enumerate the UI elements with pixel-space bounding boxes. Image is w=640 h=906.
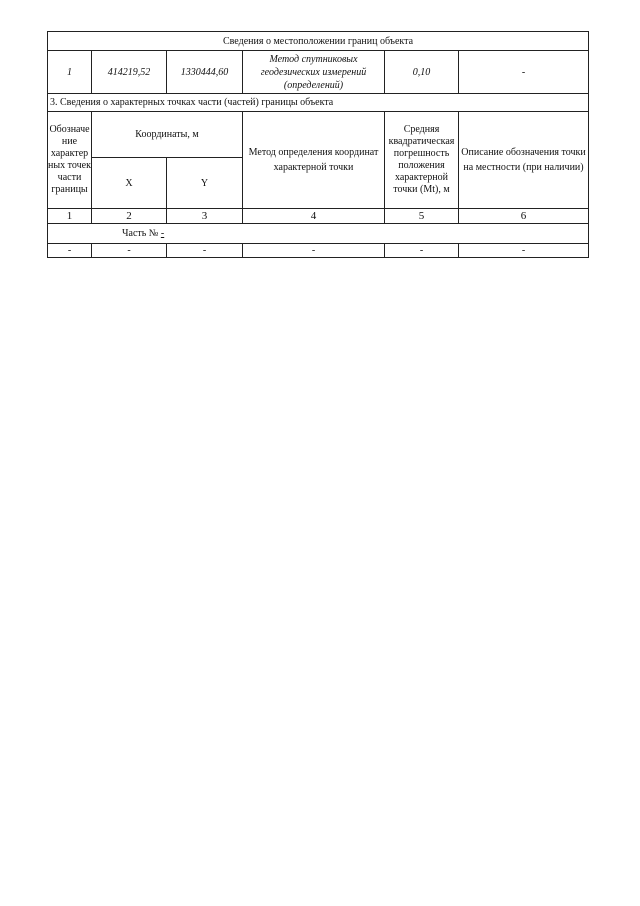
section3-title: 3. Сведения о характерных точках части (частей) границы объекта [48,94,589,112]
table-row [48,51,589,94]
boundaries-table [47,31,589,258]
table-cell: - [243,244,385,258]
table-cell: - [385,244,459,258]
header-coordinates: Координаты, м [92,112,243,158]
column-number: 1 [48,209,92,224]
method-value: Метод спутниковых геодезических измерений (определений) [243,51,385,94]
header-x: X [92,158,167,209]
column-numbers-row [48,209,589,224]
part-label: Часть № [122,228,159,239]
column-number: 2 [92,209,167,224]
column-number: 6 [459,209,589,224]
column-number: 3 [167,209,243,224]
table-cell: - [92,244,167,258]
boundaries-title: Сведения о местоположении границ объекта [48,32,589,51]
coord-x-value: 414219,52 [92,51,167,94]
header-accuracy: Средняя квадратическая погрешность положения характерной точки (Mt), м [385,112,459,209]
accuracy-value: 0,10 [385,51,459,94]
coord-y-value: 1330444,60 [167,51,243,94]
part-row [48,224,589,244]
header-description: Описание обозначения точки на местности (при наличии) [459,112,589,209]
column-number: 5 [385,209,459,224]
point-number: 1 [48,51,92,94]
header-y: Y [167,158,243,209]
table-row [48,244,589,258]
table-cell: - [48,244,92,258]
column-number: 4 [243,209,385,224]
table-cell: - [459,244,589,258]
header-method: Метод определения координат характерной точки [243,112,385,209]
part-number: - [160,228,165,239]
table-cell: - [167,244,243,258]
header-designation: Обозначе ние характер ных точек части границы [48,112,92,209]
description-value: - [459,51,589,94]
document-sheet [47,31,588,258]
